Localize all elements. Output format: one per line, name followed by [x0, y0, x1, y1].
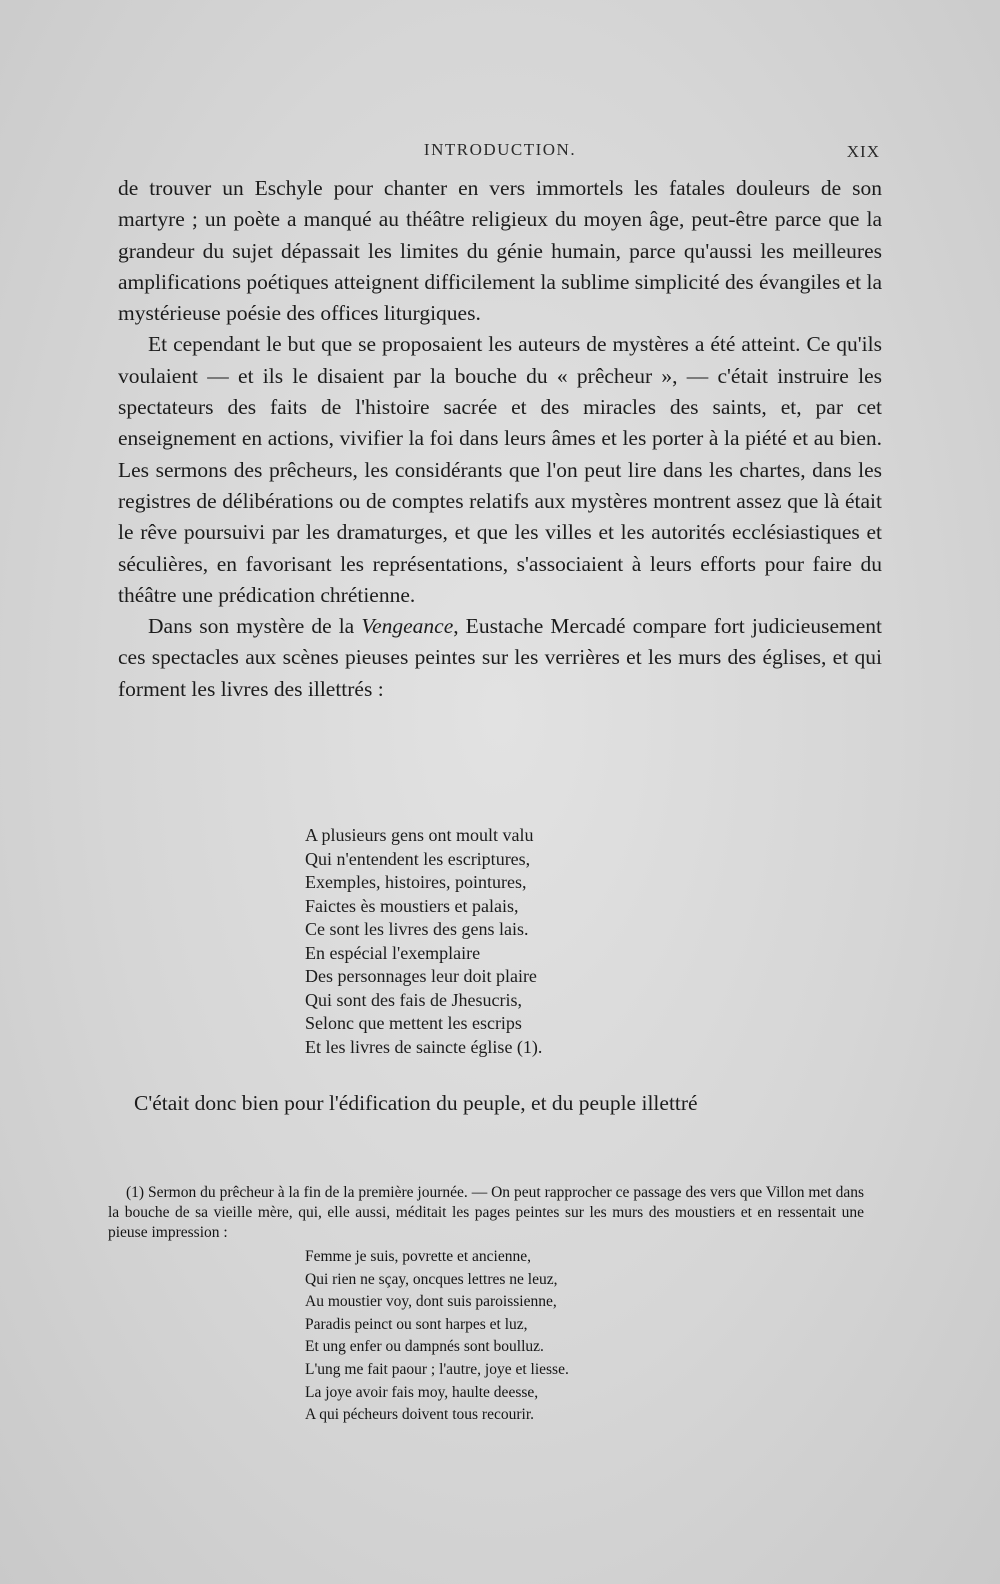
page-header: [120, 134, 880, 164]
verse-line: Qui n'entendent les escriptures,: [305, 848, 531, 869]
footnote-verse-line: Au moustier voy, dont suis paroissienne,: [305, 1293, 557, 1311]
paragraph-3-end: , Eustache Mercadé compare fort judicieusement ces spectacles aux scènes pieuses peintes sur les verrières et les murs des églises, et qui forment les livres des illettrés :: [118, 614, 883, 701]
verse-line: En espécial l'exemplaire: [305, 942, 481, 963]
paragraph-1: de trouver un Eschyle pour chanter en vers immortels les fatales douleurs de son martyre ; un poète a manqué au théâtre religieux du moyen âge, peut-être parce que la grandeur du sujet dépassait les limites du génie humain, parce qu'aussi les meilleures amplifications poétiques atteignent difficilement la sublime simplicité des évangiles et la mystérieuse poésie des offices liturgiques.: [118, 176, 882, 326]
verse-line: Et les livres de saincte église (1).: [305, 1036, 543, 1057]
paragraph-2: Et cependant le but que se proposaient les auteurs de mystères a été atteint. Ce qu'ils voulaient — et ils le disaient par la bouche du « prêcheur », — c'était instruire les spectateurs des faits de l'histoire sacrée et des miracles des saints, et, par cet enseignement en actions, vivifier la foi dans leurs âmes et les porter à la piété et au bien. Les sermons des prêcheurs, les considérants que l'on peut lire dans les chartes, dans les registres de délibérations ou de comptes relatifs aux mystères montrent assez que là était le rêve poursuivi par les dramaturges, et que les villes et les autorités ecclésiastiques et séculières, en favorisant les représentations, s'associaient à leurs efforts pour faire du théâtre une prédication chrétienne.: [118, 332, 882, 607]
verse-line: Qui sont des fais de Jhesucris,: [305, 989, 522, 1010]
paragraph-3-start: Dans son mystère de la: [148, 614, 362, 639]
verse-line: Des personnages leur doit plaire: [305, 966, 537, 986]
running-head: INTRODUCTION.: [423, 140, 577, 159]
footnote-verse-line: Paradis peinct ou sont harpes et luz,: [305, 1315, 528, 1333]
footnote-verse-line: Femme je suis, povrette et ancienne,: [305, 1248, 531, 1265]
work-title-vengeance: Vengeance: [361, 614, 454, 639]
footnote-verse-line: A qui pécheurs doivent tous recourir.: [305, 1406, 535, 1424]
verse-line: Ce sont les livres des gens lais.: [305, 919, 529, 939]
footnote-text: (1) Sermon du prêcheur à la fin de la première journée. — On peut rapprocher ce passage des vers que Villon met dans la bouche de sa vieille mère, qui, elle aussi, méditait les pages peintes sur les murs des moustiers et en ressentait une pieuse impression :: [108, 1184, 864, 1241]
page-number: XIX: [846, 142, 880, 161]
verse-line: Exemples, histoires, pointures,: [305, 872, 527, 892]
footnote-verse-line: Et ung enfer ou dampnés sont boulluz.: [305, 1338, 544, 1356]
verse-quotation: [305, 824, 725, 1059]
footnote: [108, 1183, 864, 1243]
footnote-verse: [305, 1246, 685, 1427]
verse-line: A plusieurs gens ont moult valu: [305, 825, 534, 845]
footnote-verse-line: L'ung me fait paour ; l'autre, joye et liesse.: [305, 1360, 569, 1378]
paragraph-4: C'était donc bien pour l'édification du peuple, et du peuple illettré: [134, 1091, 698, 1115]
verse-line: Selonc que mettent les escrips: [305, 1013, 522, 1033]
paragraph-3: [118, 611, 882, 705]
footnote-verse-line: La joye avoir fais moy, haulte deesse,: [305, 1383, 539, 1401]
body-text: [118, 173, 882, 705]
verse-line: Faictes ès moustiers et palais,: [305, 895, 519, 916]
footnote-verse-line: Qui rien ne sçay, oncques lettres ne leuz,: [305, 1270, 558, 1288]
